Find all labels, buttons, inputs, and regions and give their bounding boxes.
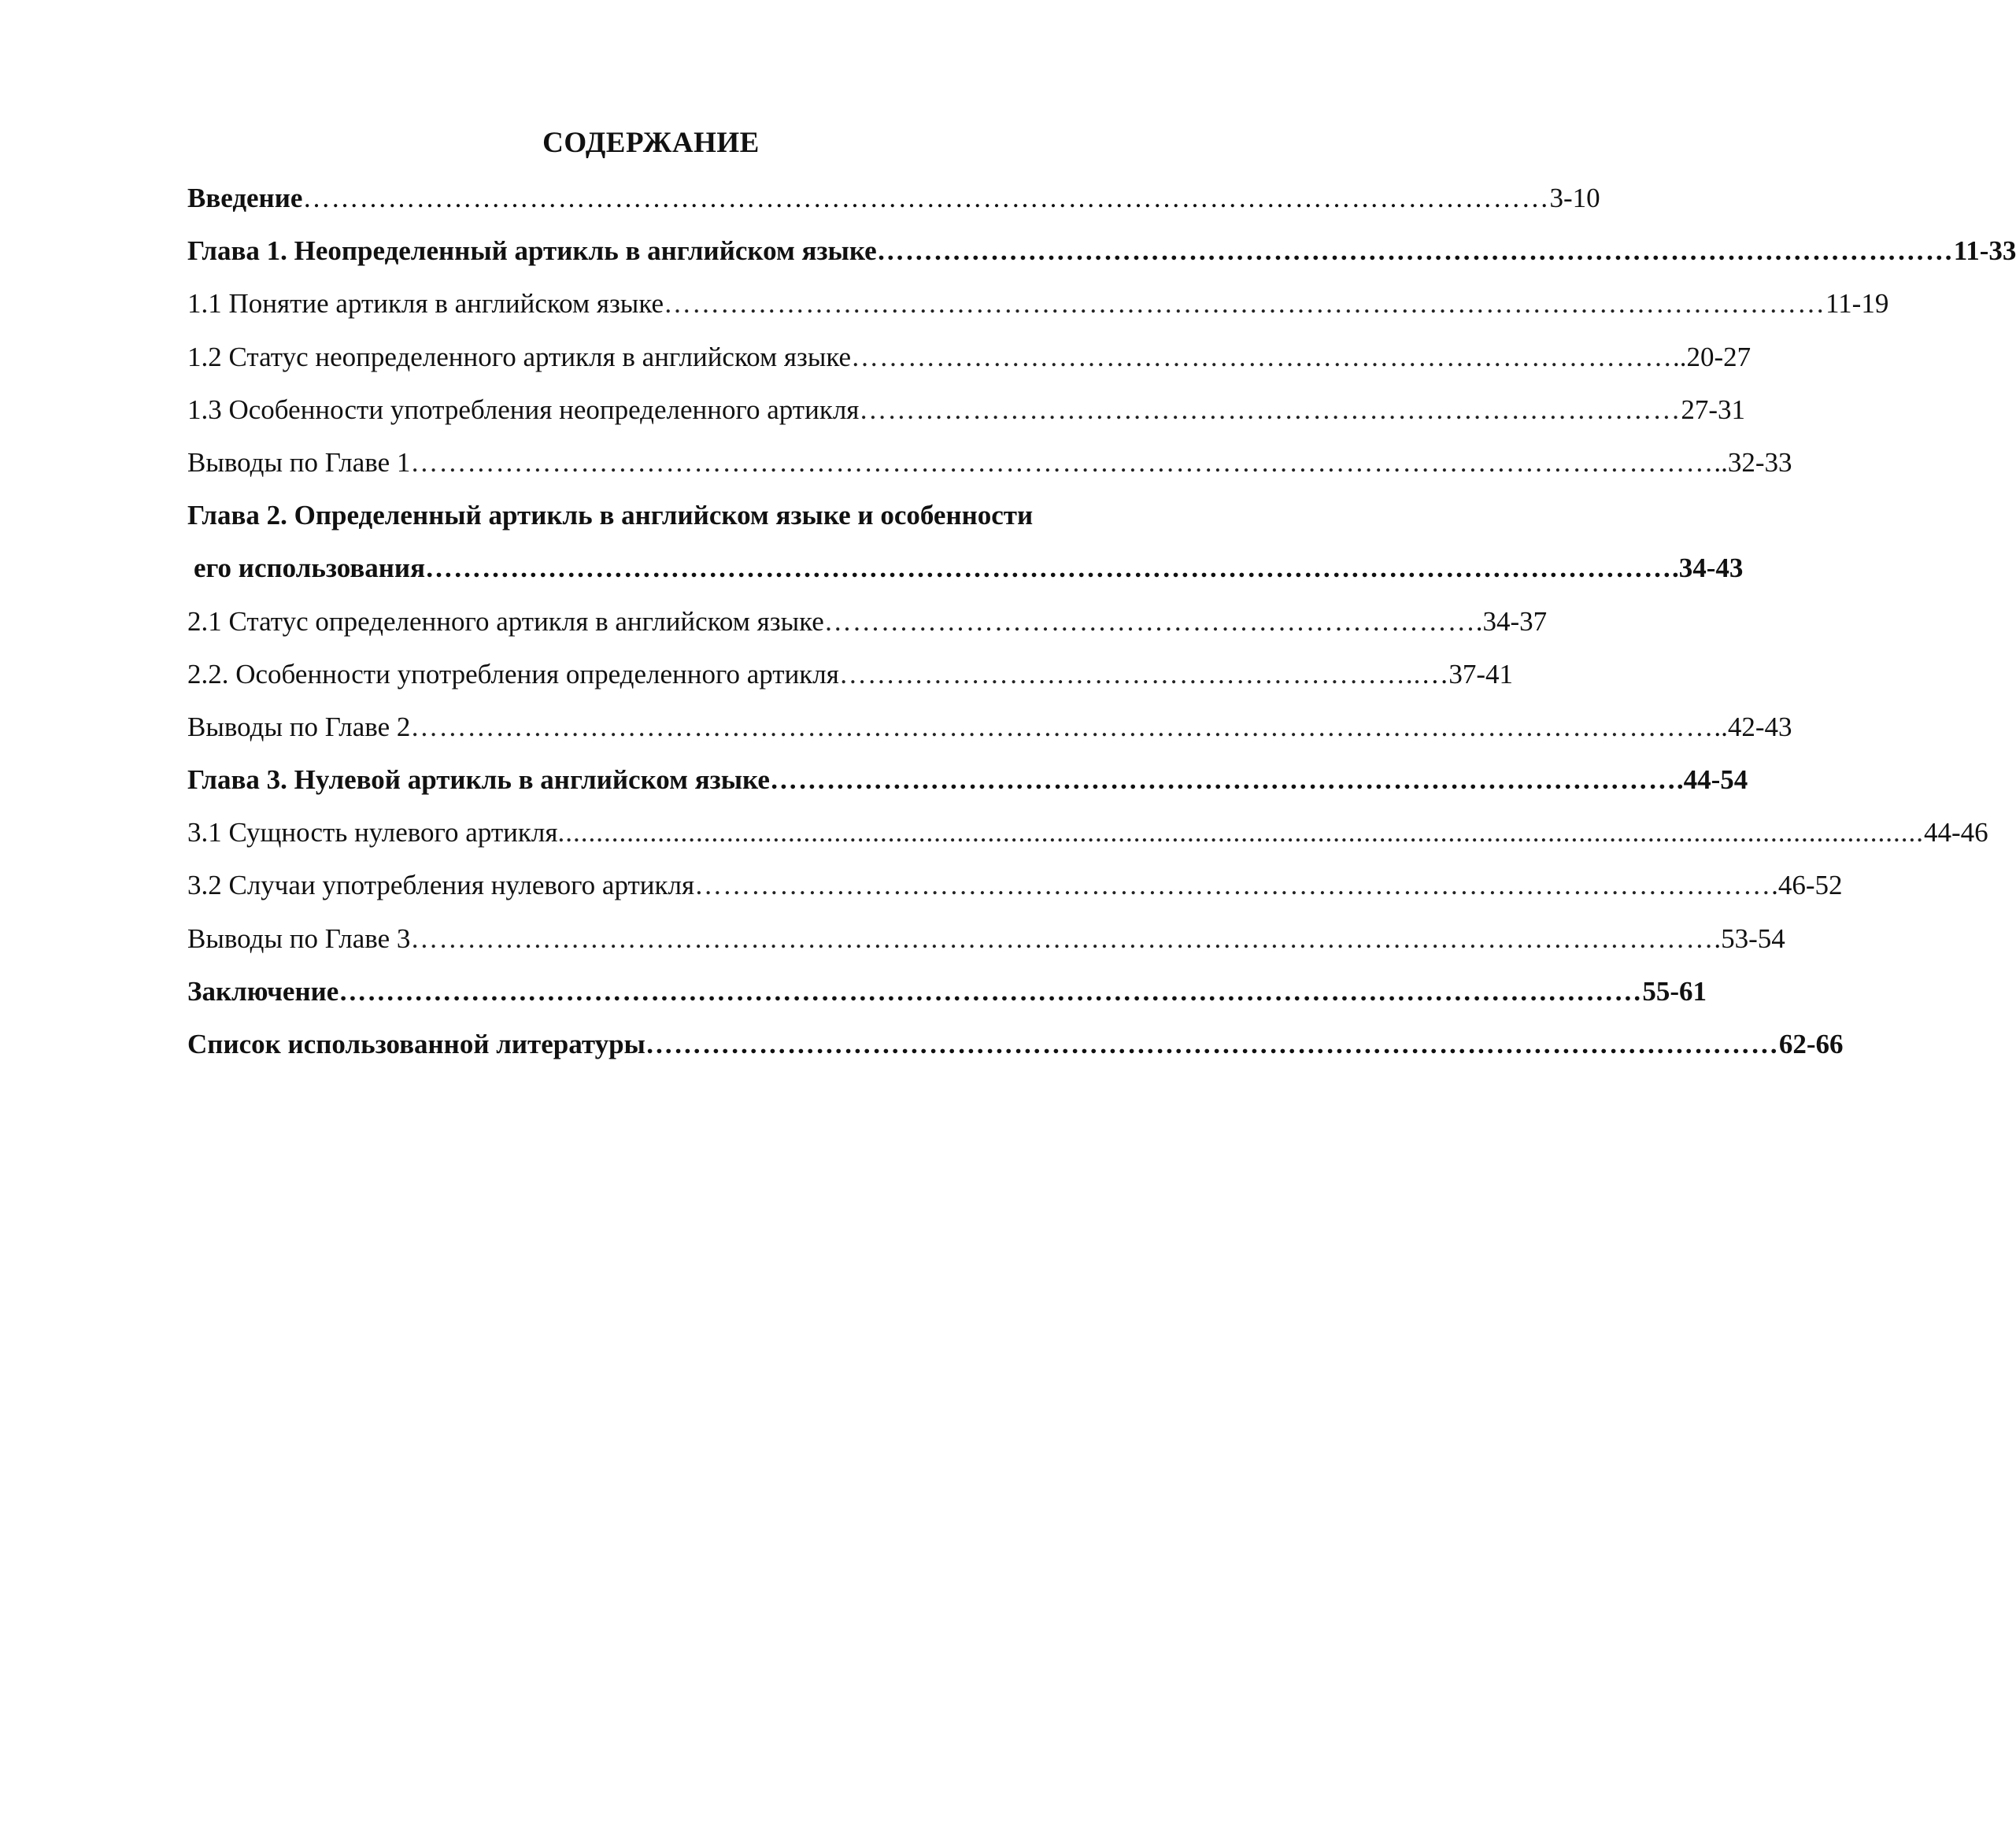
toc-entry-pages: 55-61 (1642, 975, 1707, 1007)
toc-entry-section-3-1 (187, 806, 1988, 859)
toc-leader-dots: …………………………………………………………………………… (859, 394, 1681, 425)
toc-entry-pages: 11-33 (1953, 235, 2016, 267)
toc-entry-introduction (187, 172, 1600, 224)
toc-entry-label: Выводы по Главе 2 (187, 711, 411, 742)
toc-entry-label: 2.2. Особенности употребления определенного артикля (187, 658, 839, 689)
toc-leader-dots: …………………………………………………….. (838, 658, 1422, 689)
toc-leader-dots: ………………………………………………………………………………………………………… (645, 1029, 1779, 1059)
toc-entry-pages: 27-31 (1681, 394, 1746, 425)
toc-entry-section-3-2 (187, 859, 1843, 911)
toc-entry-chapter-1 (187, 224, 2016, 277)
toc-entry-label: 1.3 Особенности употребления неопределенного артикля (187, 394, 860, 425)
toc-title: СОДЕРЖАНИЕ (542, 127, 760, 159)
toc-entry-chapter-2-continued (187, 542, 1744, 594)
table-of-contents (187, 172, 2016, 1070)
toc-leader-dots: ………………………………………………………………………………………………………………………… (410, 711, 1715, 742)
toc-leader-dots: …………………………………………………………… (823, 605, 1476, 637)
toc-entry-bibliography (187, 1018, 1844, 1070)
toc-entry-section-1-2 (187, 331, 1752, 383)
toc-entry-conclusions-3 (187, 912, 1785, 965)
toc-entry-label: Введение (187, 183, 303, 213)
toc-entry-pages: ..42-43 (1714, 711, 1792, 742)
toc-entry-label: Глава 2. Определенный артикль в английском языке и особенности (187, 500, 1034, 531)
toc-leader-dots: ………………………………………………………………………………………………………………………… (338, 975, 1643, 1007)
toc-entry-section-2-1 (187, 595, 1548, 648)
toc-leader-dots: …………………………………………………………………………………………………………………… (302, 183, 1550, 213)
toc-leader-dots: …………………………………………………………………………………… (769, 764, 1677, 796)
toc-entry-pages: 62-66 (1778, 1029, 1844, 1059)
toc-entry-pages: 44-46 (1923, 817, 1988, 848)
toc-entry-conclusions-2 (187, 701, 1792, 753)
toc-entry-pages: ..32-33 (1714, 446, 1792, 478)
toc-entry-label: Список использованной литературы (187, 1029, 645, 1059)
toc-entry-pages: .46-52 (1771, 870, 1843, 901)
toc-entry-chapter-3 (187, 753, 1748, 806)
toc-leader-dots: …………………………………………………………………………………………………………………… (425, 553, 1673, 584)
toc-leader-dots: …………………………………………………………………………………………………… (694, 870, 1772, 901)
toc-entry-label: его использования (194, 553, 426, 584)
toc-entry-pages: .34-43 (1672, 553, 1744, 584)
toc-entry-pages: ..20-27 (1673, 341, 1752, 372)
toc-entry-conclusion (187, 965, 1707, 1018)
toc-entry-label: 2.1 Статус определенного артикля в английском языке (187, 605, 824, 637)
toc-entry-label: 3.1 Сущность нулевого артикля (187, 817, 558, 848)
toc-leader-dots: …………………………………………………………………………………………………………… (663, 288, 1825, 320)
toc-leader-dots: …………………………………………………………………………… (851, 341, 1674, 372)
toc-entry-pages: .34-37 (1475, 605, 1548, 637)
toc-entry-pages: …37-41 (1421, 658, 1514, 689)
toc-entry-label: Глава 3. Нулевой артикль в английском языке (187, 764, 770, 796)
toc-entry-section-2-2 (187, 648, 1514, 701)
toc-entry-section-1-3 (187, 383, 1746, 436)
toc-leader-dots: ………………………………………………………………………………………………………………………… (410, 446, 1715, 478)
toc-entry-section-1-1 (187, 277, 1889, 330)
toc-entry-chapter-2 (187, 489, 1211, 542)
toc-entry-label: Глава 1. Неопределенный артикль в английском языке (187, 235, 877, 267)
toc-entry-label: Выводы по Главе 3 (187, 922, 411, 954)
toc-entry-label: 1.1 Понятие артикля в английском языке (187, 288, 664, 320)
toc-entry-pages: .44-54 (1676, 764, 1748, 796)
toc-leader-dots: …………………………………………………………………………………………………… (876, 235, 1954, 267)
toc-entry-label: 1.2 Статус неопределенного артикля в английском языке (187, 341, 852, 372)
toc-entry-label: 3.2 Случаи употребления нулевого артикля (187, 870, 695, 901)
toc-entry-conclusions-1 (187, 436, 1792, 489)
toc-leader-dots: ………………………………………………………………………………………………………………………… (410, 922, 1715, 954)
toc-entry-label: Выводы по Главе 1 (187, 446, 411, 478)
toc-entry-pages: 11-19 (1825, 288, 1889, 320)
toc-entry-label: Заключение (187, 975, 339, 1007)
toc-entry-pages: .53-54 (1714, 922, 1785, 954)
toc-entry-pages: 3-10 (1549, 183, 1600, 213)
toc-leader-dots: .................................................................................................................................................................................. (557, 817, 1924, 848)
